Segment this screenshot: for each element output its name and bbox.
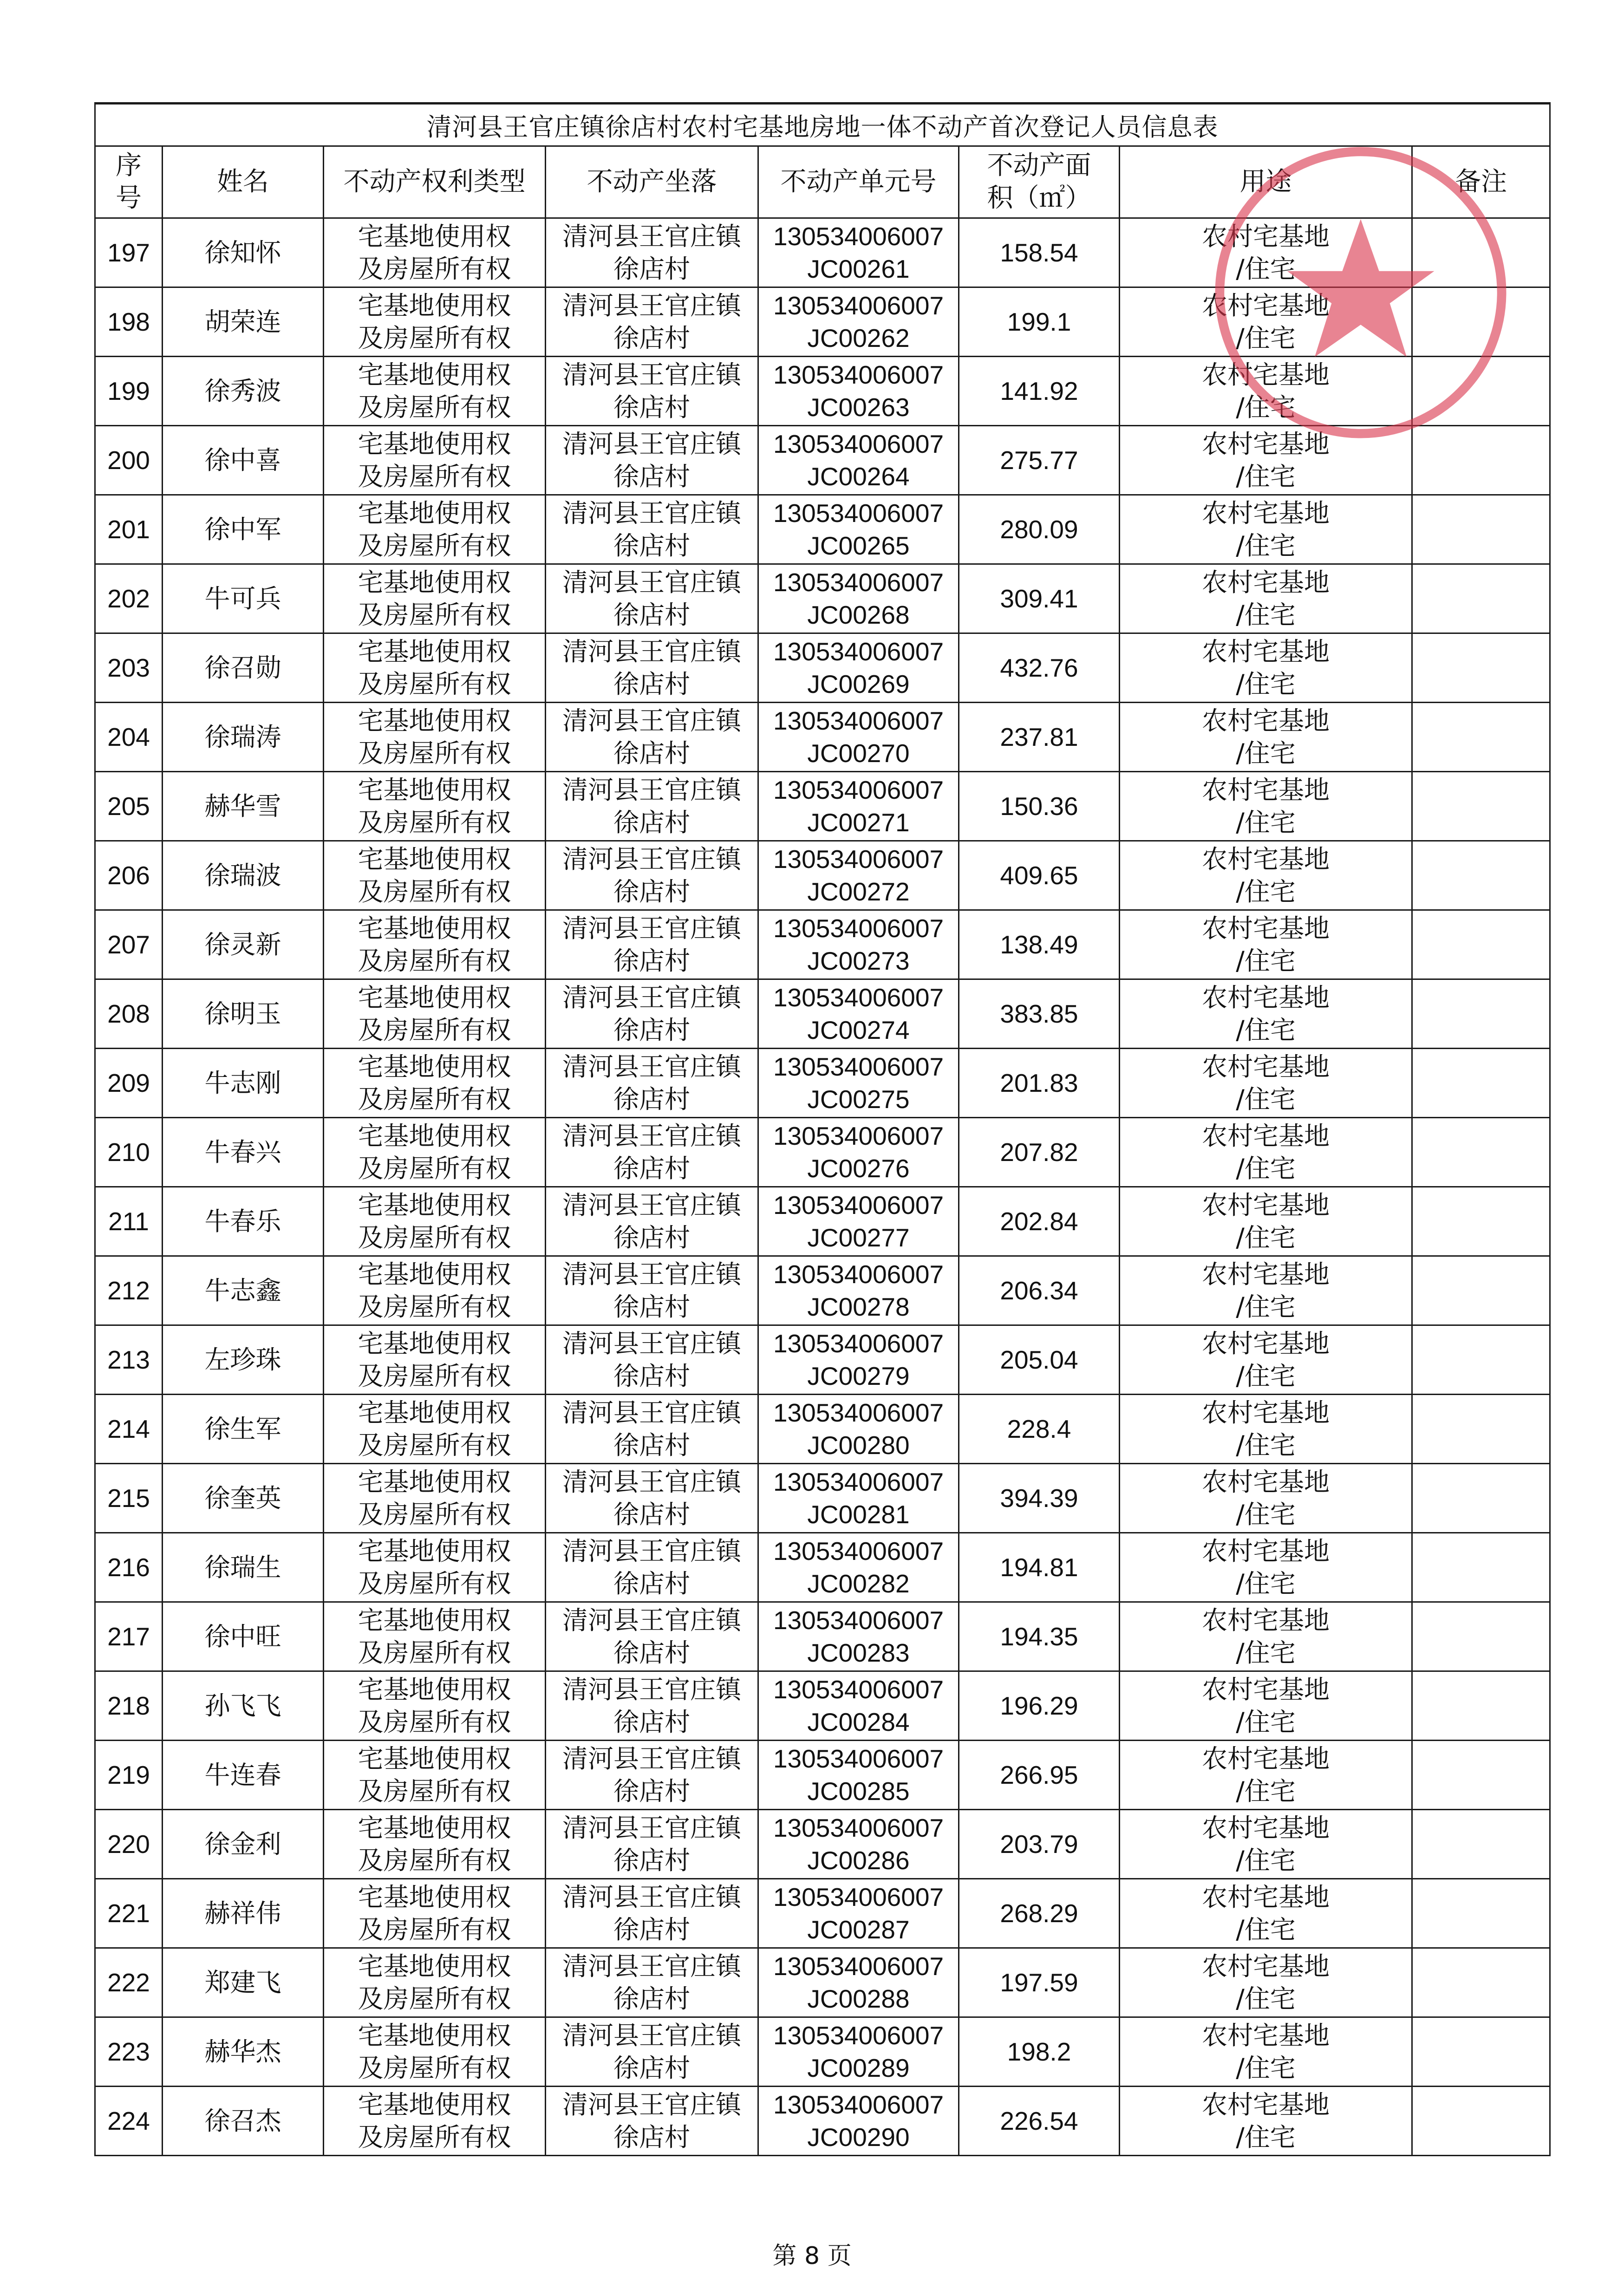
cell-area: 237.81 — [959, 703, 1120, 772]
cell-right-type: 宅基地使用权 及房屋所有权 — [324, 1464, 546, 1533]
cell-usage: 农村宅基地 /住宅 — [1120, 495, 1412, 564]
cell-right-type: 宅基地使用权 及房屋所有权 — [324, 1602, 546, 1671]
cell-usage: 农村宅基地 /住宅 — [1120, 841, 1412, 910]
header-area: 不动产面 积（㎡） — [959, 146, 1120, 218]
cell-seq: 208 — [95, 979, 163, 1049]
header-name: 姓名 — [163, 146, 324, 218]
cell-remark — [1412, 1741, 1550, 1810]
cell-unit-no: 130534006007 JC00268 — [758, 564, 959, 633]
cell-unit-no: 130534006007 JC00272 — [758, 841, 959, 910]
cell-right-type: 宅基地使用权 及房屋所有权 — [324, 218, 546, 287]
cell-right-type: 宅基地使用权 及房屋所有权 — [324, 2087, 546, 2156]
cell-usage: 农村宅基地 /住宅 — [1120, 1879, 1412, 1948]
cell-unit-no: 130534006007 JC00275 — [758, 1049, 959, 1118]
cell-area: 194.81 — [959, 1533, 1120, 1602]
cell-area: 266.95 — [959, 1741, 1120, 1810]
cell-name: 徐知怀 — [163, 218, 324, 287]
cell-area: 383.85 — [959, 979, 1120, 1049]
cell-remark — [1412, 979, 1550, 1049]
cell-seq: 204 — [95, 703, 163, 772]
cell-seq: 224 — [95, 2087, 163, 2156]
header-unit-no: 不动产单元号 — [758, 146, 959, 218]
cell-right-type: 宅基地使用权 及房屋所有权 — [324, 2017, 546, 2087]
cell-location: 清河县王官庄镇 徐店村 — [546, 1602, 758, 1671]
table-row — [95, 2087, 1550, 2156]
cell-area: 194.35 — [959, 1602, 1120, 1671]
table-row — [95, 1879, 1550, 1948]
cell-right-type: 宅基地使用权 及房屋所有权 — [324, 1049, 546, 1118]
table-row — [95, 1325, 1550, 1395]
table-row — [95, 495, 1550, 564]
cell-remark — [1412, 772, 1550, 841]
table-row — [95, 1810, 1550, 1879]
table-row — [95, 633, 1550, 703]
cell-usage: 农村宅基地 /住宅 — [1120, 979, 1412, 1049]
cell-area: 207.82 — [959, 1118, 1120, 1187]
cell-name: 徐中旺 — [163, 1602, 324, 1671]
cell-remark — [1412, 841, 1550, 910]
cell-seq: 214 — [95, 1395, 163, 1464]
cell-right-type: 宅基地使用权 及房屋所有权 — [324, 1118, 546, 1187]
cell-area: 198.2 — [959, 2017, 1120, 2087]
table-row — [95, 1533, 1550, 1602]
cell-seq: 216 — [95, 1533, 163, 1602]
cell-unit-no: 130534006007 JC00285 — [758, 1741, 959, 1810]
cell-remark — [1412, 2087, 1550, 2156]
cell-area: 432.76 — [959, 633, 1120, 703]
cell-remark — [1412, 1187, 1550, 1256]
cell-seq: 212 — [95, 1256, 163, 1325]
cell-usage: 农村宅基地 /住宅 — [1120, 910, 1412, 979]
cell-remark — [1412, 633, 1550, 703]
cell-seq: 210 — [95, 1118, 163, 1187]
cell-remark — [1412, 703, 1550, 772]
cell-name: 徐瑞涛 — [163, 703, 324, 772]
cell-remark — [1412, 1602, 1550, 1671]
table-row — [95, 1256, 1550, 1325]
cell-area: 309.41 — [959, 564, 1120, 633]
cell-area: 409.65 — [959, 841, 1120, 910]
table-row — [95, 910, 1550, 979]
cell-usage: 农村宅基地 /住宅 — [1120, 564, 1412, 633]
table-row — [95, 841, 1550, 910]
cell-unit-no: 130534006007 JC00265 — [758, 495, 959, 564]
table-row — [95, 1464, 1550, 1533]
cell-seq: 222 — [95, 1948, 163, 2017]
header-location: 不动产坐落 — [546, 146, 758, 218]
cell-seq: 200 — [95, 426, 163, 495]
cell-right-type: 宅基地使用权 及房屋所有权 — [324, 1395, 546, 1464]
cell-area: 206.34 — [959, 1256, 1120, 1325]
cell-remark — [1412, 495, 1550, 564]
cell-remark — [1412, 1395, 1550, 1464]
cell-location: 清河县王官庄镇 徐店村 — [546, 1325, 758, 1395]
cell-location: 清河县王官庄镇 徐店村 — [546, 495, 758, 564]
table-row — [95, 564, 1550, 633]
cell-seq: 220 — [95, 1810, 163, 1879]
cell-remark — [1412, 1118, 1550, 1187]
seal-star-icon — [1287, 219, 1435, 357]
cell-seq: 218 — [95, 1671, 163, 1741]
cell-location: 清河县王官庄镇 徐店村 — [546, 1187, 758, 1256]
cell-remark — [1412, 1948, 1550, 2017]
cell-usage: 农村宅基地 /住宅 — [1120, 2017, 1412, 2087]
cell-right-type: 宅基地使用权 及房屋所有权 — [324, 1948, 546, 2017]
cell-seq: 223 — [95, 2017, 163, 2087]
table-row — [95, 703, 1550, 772]
cell-unit-no: 130534006007 JC00274 — [758, 979, 959, 1049]
cell-right-type: 宅基地使用权 及房屋所有权 — [324, 1810, 546, 1879]
cell-seq: 203 — [95, 633, 163, 703]
cell-location: 清河县王官庄镇 徐店村 — [546, 772, 758, 841]
cell-right-type: 宅基地使用权 及房屋所有权 — [324, 1741, 546, 1810]
cell-area: 199.1 — [959, 287, 1120, 357]
cell-name: 徐召杰 — [163, 2087, 324, 2156]
cell-unit-no: 130534006007 JC00288 — [758, 1948, 959, 2017]
cell-usage: 农村宅基地 /住宅 — [1120, 218, 1412, 287]
cell-name: 牛春乐 — [163, 1187, 324, 1256]
cell-location: 清河县王官庄镇 徐店村 — [546, 841, 758, 910]
cell-unit-no: 130534006007 JC00280 — [758, 1395, 959, 1464]
cell-unit-no: 130534006007 JC00287 — [758, 1879, 959, 1948]
cell-remark — [1412, 1325, 1550, 1395]
cell-right-type: 宅基地使用权 及房屋所有权 — [324, 979, 546, 1049]
cell-usage: 农村宅基地 /住宅 — [1120, 1533, 1412, 1602]
cell-name: 牛志刚 — [163, 1049, 324, 1118]
cell-unit-no: 130534006007 JC00263 — [758, 357, 959, 426]
cell-unit-no: 130534006007 JC00270 — [758, 703, 959, 772]
cell-remark — [1412, 1879, 1550, 1948]
header-seq: 序 号 — [95, 146, 163, 218]
cell-location: 清河县王官庄镇 徐店村 — [546, 1118, 758, 1187]
cell-right-type: 宅基地使用权 及房屋所有权 — [324, 841, 546, 910]
table-row — [95, 772, 1550, 841]
cell-name: 徐召勋 — [163, 633, 324, 703]
cell-name: 徐中喜 — [163, 426, 324, 495]
table-row — [95, 1602, 1550, 1671]
cell-location: 清河县王官庄镇 徐店村 — [546, 426, 758, 495]
cell-name: 牛可兵 — [163, 564, 324, 633]
cell-usage: 农村宅基地 /住宅 — [1120, 1118, 1412, 1187]
cell-unit-no: 130534006007 JC00264 — [758, 426, 959, 495]
cell-unit-no: 130534006007 JC00269 — [758, 633, 959, 703]
cell-name: 赫华杰 — [163, 2017, 324, 2087]
cell-usage: 农村宅基地 /住宅 — [1120, 1948, 1412, 2017]
cell-name: 孙飞飞 — [163, 1671, 324, 1741]
cell-name: 徐瑞波 — [163, 841, 324, 910]
cell-unit-no: 130534006007 JC00283 — [758, 1602, 959, 1671]
cell-seq: 219 — [95, 1741, 163, 1810]
cell-area: 203.79 — [959, 1810, 1120, 1879]
cell-seq: 197 — [95, 218, 163, 287]
cell-usage: 农村宅基地 /住宅 — [1120, 1602, 1412, 1671]
cell-location: 清河县王官庄镇 徐店村 — [546, 218, 758, 287]
header-right-type: 不动产权利类型 — [324, 146, 546, 218]
cell-usage: 农村宅基地 /住宅 — [1120, 1810, 1412, 1879]
cell-area: 158.54 — [959, 218, 1120, 287]
cell-right-type: 宅基地使用权 及房屋所有权 — [324, 495, 546, 564]
header-remark: 备注 — [1412, 146, 1550, 218]
cell-right-type: 宅基地使用权 及房屋所有权 — [324, 1325, 546, 1395]
cell-unit-no: 130534006007 JC00281 — [758, 1464, 959, 1533]
cell-usage: 农村宅基地 /住宅 — [1120, 426, 1412, 495]
table-row — [95, 1395, 1550, 1464]
header-usage: 用途 — [1120, 146, 1412, 218]
cell-name: 牛志鑫 — [163, 1256, 324, 1325]
cell-unit-no: 130534006007 JC00271 — [758, 772, 959, 841]
cell-area: 197.59 — [959, 1948, 1120, 2017]
cell-unit-no: 130534006007 JC00289 — [758, 2017, 959, 2087]
cell-name: 赫祥伟 — [163, 1879, 324, 1948]
cell-area: 280.09 — [959, 495, 1120, 564]
cell-unit-no: 130534006007 JC00262 — [758, 287, 959, 357]
table-row — [95, 1948, 1550, 2017]
cell-right-type: 宅基地使用权 及房屋所有权 — [324, 703, 546, 772]
cell-area: 141.92 — [959, 357, 1120, 426]
cell-location: 清河县王官庄镇 徐店村 — [546, 703, 758, 772]
cell-unit-no: 130534006007 JC00273 — [758, 910, 959, 979]
cell-usage: 农村宅基地 /住宅 — [1120, 1671, 1412, 1741]
cell-unit-no: 130534006007 JC00261 — [758, 218, 959, 287]
cell-area: 394.39 — [959, 1464, 1120, 1533]
table-row — [95, 1049, 1550, 1118]
cell-name: 徐瑞生 — [163, 1533, 324, 1602]
cell-area: 268.29 — [959, 1879, 1120, 1948]
cell-unit-no: 130534006007 JC00284 — [758, 1671, 959, 1741]
cell-name: 牛春兴 — [163, 1118, 324, 1187]
cell-usage: 农村宅基地 /住宅 — [1120, 1325, 1412, 1395]
cell-seq: 198 — [95, 287, 163, 357]
table-row — [95, 1187, 1550, 1256]
cell-location: 清河县王官庄镇 徐店村 — [546, 1671, 758, 1741]
cell-location: 清河县王官庄镇 徐店村 — [546, 979, 758, 1049]
cell-right-type: 宅基地使用权 及房屋所有权 — [324, 633, 546, 703]
cell-unit-no: 130534006007 JC00282 — [758, 1533, 959, 1602]
cell-unit-no: 130534006007 JC00279 — [758, 1325, 959, 1395]
cell-remark — [1412, 1464, 1550, 1533]
cell-location: 清河县王官庄镇 徐店村 — [546, 633, 758, 703]
cell-location: 清河县王官庄镇 徐店村 — [546, 2017, 758, 2087]
cell-usage: 农村宅基地 /住宅 — [1120, 772, 1412, 841]
cell-area: 138.49 — [959, 910, 1120, 979]
cell-area: 202.84 — [959, 1187, 1120, 1256]
cell-right-type: 宅基地使用权 及房屋所有权 — [324, 1187, 546, 1256]
cell-right-type: 宅基地使用权 及房屋所有权 — [324, 1533, 546, 1602]
cell-name: 牛连春 — [163, 1741, 324, 1810]
cell-remark — [1412, 1671, 1550, 1741]
cell-location: 清河县王官庄镇 徐店村 — [546, 2087, 758, 2156]
cell-location: 清河县王官庄镇 徐店村 — [546, 1533, 758, 1602]
cell-location: 清河县王官庄镇 徐店村 — [546, 1395, 758, 1464]
table-row — [95, 1671, 1550, 1741]
cell-area: 150.36 — [959, 772, 1120, 841]
cell-right-type: 宅基地使用权 及房屋所有权 — [324, 564, 546, 633]
cell-seq: 221 — [95, 1879, 163, 1948]
cell-right-type: 宅基地使用权 及房屋所有权 — [324, 426, 546, 495]
table-row — [95, 1118, 1550, 1187]
cell-right-type: 宅基地使用权 及房屋所有权 — [324, 772, 546, 841]
cell-usage: 农村宅基地 /住宅 — [1120, 1464, 1412, 1533]
cell-seq: 201 — [95, 495, 163, 564]
cell-location: 清河县王官庄镇 徐店村 — [546, 1464, 758, 1533]
cell-right-type: 宅基地使用权 及房屋所有权 — [324, 1879, 546, 1948]
official-seal-stamp — [1207, 139, 1514, 446]
cell-name: 徐灵新 — [163, 910, 324, 979]
cell-usage: 农村宅基地 /住宅 — [1120, 357, 1412, 426]
cell-area: 201.83 — [959, 1049, 1120, 1118]
cell-seq: 213 — [95, 1325, 163, 1395]
page-number: 第 8 页 — [772, 2242, 852, 2270]
cell-unit-no: 130534006007 JC00277 — [758, 1187, 959, 1256]
cell-unit-no: 130534006007 JC00276 — [758, 1118, 959, 1187]
cell-right-type: 宅基地使用权 及房屋所有权 — [324, 1256, 546, 1325]
cell-usage: 农村宅基地 /住宅 — [1120, 1741, 1412, 1810]
cell-name: 胡荣连 — [163, 287, 324, 357]
cell-location: 清河县王官庄镇 徐店村 — [546, 1948, 758, 2017]
cell-seq: 206 — [95, 841, 163, 910]
table-row — [95, 979, 1550, 1049]
cell-name: 赫华雪 — [163, 772, 324, 841]
cell-unit-no: 130534006007 JC00278 — [758, 1256, 959, 1325]
cell-location: 清河县王官庄镇 徐店村 — [546, 1810, 758, 1879]
cell-seq: 215 — [95, 1464, 163, 1533]
cell-remark — [1412, 2017, 1550, 2087]
cell-area: 275.77 — [959, 426, 1120, 495]
cell-remark — [1412, 910, 1550, 979]
cell-location: 清河县王官庄镇 徐店村 — [546, 287, 758, 357]
cell-usage: 农村宅基地 /住宅 — [1120, 1049, 1412, 1118]
cell-location: 清河县王官庄镇 徐店村 — [546, 910, 758, 979]
cell-location: 清河县王官庄镇 徐店村 — [546, 1879, 758, 1948]
cell-location: 清河县王官庄镇 徐店村 — [546, 564, 758, 633]
cell-area: 205.04 — [959, 1325, 1120, 1395]
cell-area: 196.29 — [959, 1671, 1120, 1741]
cell-seq: 205 — [95, 772, 163, 841]
cell-remark — [1412, 1256, 1550, 1325]
cell-seq: 199 — [95, 357, 163, 426]
table-title: 清河县王官庄镇徐店村农村宅基地房地一体不动产首次登记人员信息表 — [95, 104, 1550, 146]
cell-name: 徐生军 — [163, 1395, 324, 1464]
cell-seq: 207 — [95, 910, 163, 979]
cell-remark — [1412, 1810, 1550, 1879]
cell-remark — [1412, 1533, 1550, 1602]
cell-location: 清河县王官庄镇 徐店村 — [546, 1049, 758, 1118]
cell-usage: 农村宅基地 /住宅 — [1120, 1187, 1412, 1256]
cell-area: 226.54 — [959, 2087, 1120, 2156]
cell-name: 左珍珠 — [163, 1325, 324, 1395]
cell-usage: 农村宅基地 /住宅 — [1120, 1256, 1412, 1325]
cell-seq: 211 — [95, 1187, 163, 1256]
cell-name: 徐中军 — [163, 495, 324, 564]
cell-usage: 农村宅基地 /住宅 — [1120, 1395, 1412, 1464]
cell-seq: 209 — [95, 1049, 163, 1118]
cell-location: 清河县王官庄镇 徐店村 — [546, 357, 758, 426]
cell-name: 徐秀波 — [163, 357, 324, 426]
cell-usage: 农村宅基地 /住宅 — [1120, 703, 1412, 772]
cell-right-type: 宅基地使用权 及房屋所有权 — [324, 287, 546, 357]
cell-location: 清河县王官庄镇 徐店村 — [546, 1741, 758, 1810]
cell-usage: 农村宅基地 /住宅 — [1120, 2087, 1412, 2156]
cell-remark — [1412, 564, 1550, 633]
cell-unit-no: 130534006007 JC00286 — [758, 1810, 959, 1879]
cell-right-type: 宅基地使用权 及房屋所有权 — [324, 1671, 546, 1741]
table-row — [95, 2017, 1550, 2087]
cell-remark — [1412, 1049, 1550, 1118]
cell-name: 徐奎英 — [163, 1464, 324, 1533]
cell-unit-no: 130534006007 JC00290 — [758, 2087, 959, 2156]
table-row — [95, 1741, 1550, 1810]
cell-usage: 农村宅基地 /住宅 — [1120, 287, 1412, 357]
cell-name: 徐金利 — [163, 1810, 324, 1879]
cell-location: 清河县王官庄镇 徐店村 — [546, 1256, 758, 1325]
cell-seq: 217 — [95, 1602, 163, 1671]
cell-name: 徐明玉 — [163, 979, 324, 1049]
cell-usage: 农村宅基地 /住宅 — [1120, 633, 1412, 703]
cell-right-type: 宅基地使用权 及房屋所有权 — [324, 910, 546, 979]
cell-right-type: 宅基地使用权 及房屋所有权 — [324, 357, 546, 426]
cell-area: 228.4 — [959, 1395, 1120, 1464]
cell-name: 郑建飞 — [163, 1948, 324, 2017]
cell-seq: 202 — [95, 564, 163, 633]
